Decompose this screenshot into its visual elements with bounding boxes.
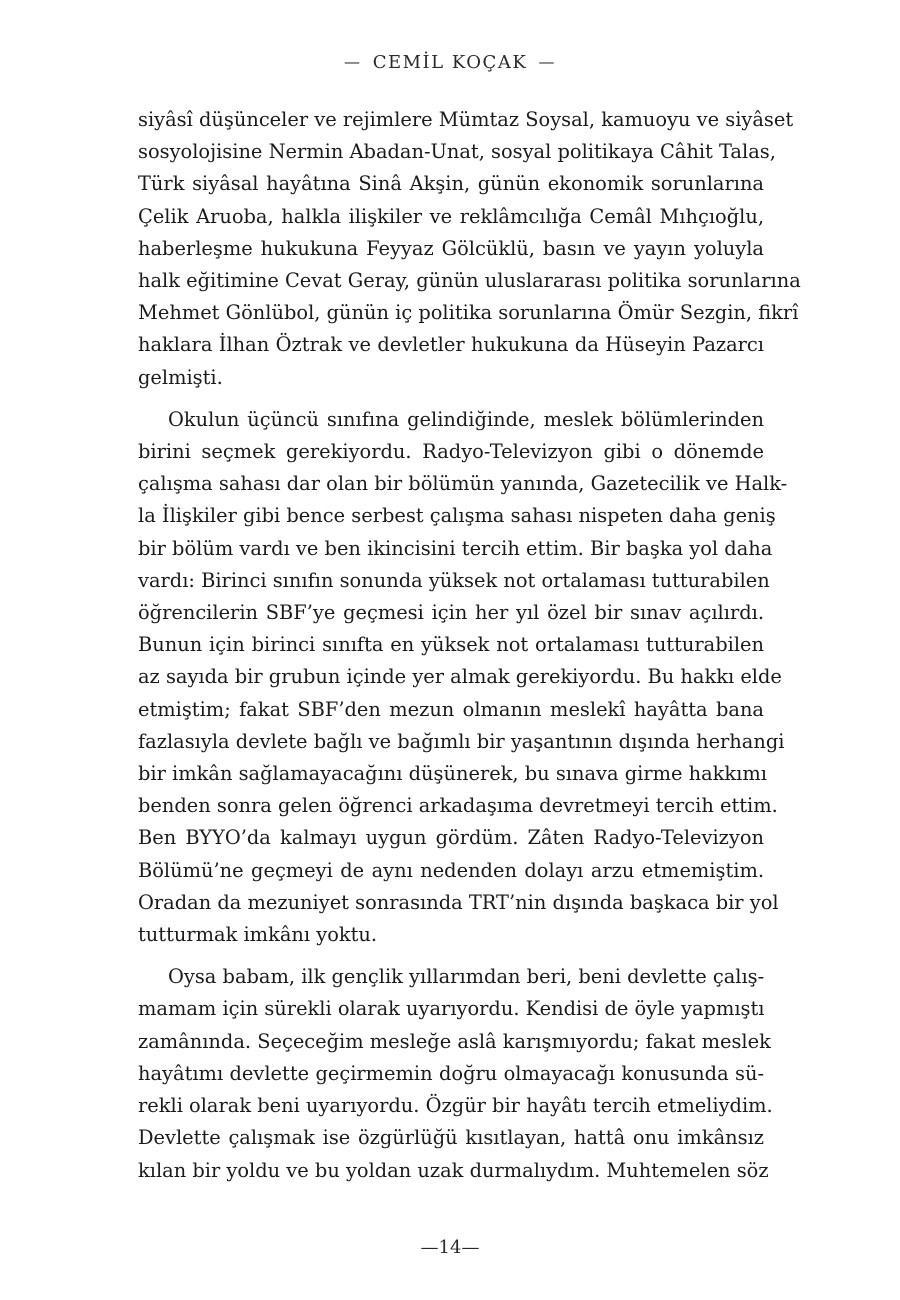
text-line: vardı: Birinci sınıfın sonunda yüksek not ortalaması tutturabilen (138, 568, 770, 592)
text-line: fazlasıyla devlete bağlı ve bağımlı bir yaşantının dışında herhangi (138, 729, 785, 753)
text-line: Okulun üçüncü sınıfına gelindiğinde, meslek bölümlerinden (168, 407, 764, 431)
text-line: haberleşme hukukuna Feyyaz Gölcüklü, basın ve yayın yoluyla (138, 236, 764, 260)
running-head-dash-right: — (538, 52, 557, 71)
text-line: halk eğitimine Cevat Geray, günün uluslararası politika sorunlarına (138, 269, 801, 293)
text-line: Ben BYYO’da kalmayı uygun gördüm. Zâten Radyo-Televizyon (138, 826, 764, 850)
text-line: Bölümü’ne geçmeyi de aynı nedenden dolayı arzu etmemiştim. (138, 858, 764, 882)
text-line: öğrencilerin SBF’ye geçmesi için her yıl özel bir sınav açılırdı. (138, 601, 764, 625)
text-line: rekli olarak beni uyarıyordu. Özgür bir hayâtı tercih etmeliydim. (138, 1094, 773, 1118)
text-line: tutturmak imkânı yoktu. (138, 923, 378, 947)
text-line: Oradan da mezuniyet sonrasında TRT’nin dışında başkaca bir yol (138, 890, 779, 914)
text-line: benden sonra gelen öğrenci arkadaşıma devretmeyi tercih ettim. (138, 794, 778, 818)
text-line: siyâsî düşünceler ve rejimlere Mümtaz Soysal, kamuoyu ve siyâset (138, 108, 794, 131)
text-line: çalışma sahası dar olan bir bölümün yanında, Gazetecilik ve Halk- (138, 472, 788, 496)
paragraph (138, 404, 788, 951)
text-line: mamam için sürekli olarak uyarıyordu. Kendisi de öyle yapmıştı (138, 997, 765, 1021)
text-line: hayâtımı devlette geçirmemin doğru olmayacağı konusunda sü- (138, 1061, 764, 1085)
text-line: etmiştim; fakat SBF’den mezun olmanın meslekî hayâtta bana (138, 697, 764, 721)
body-text (138, 104, 801, 1187)
text-line: Bunun için birinci sınıfta en yüksek not ortalaması tutturabilen (138, 633, 764, 657)
text-line: haklara İlhan Öztrak ve devletler hukukuna da Hüseyin Pazarcı (138, 333, 764, 357)
text-line: birini seçmek gerekiyordu. Radyo-Televizyon gibi o dönemde (138, 440, 764, 464)
text-line: Mehmet Gönlübol, günün iç politika sorunlarına Ömür Sezgin, fikrî (138, 301, 799, 325)
running-head (0, 52, 900, 73)
text-line: Devlette çalışmak ise özgürlüğü kısıtlayan, hattâ onu imkânsız (138, 1126, 764, 1150)
text-line: az sayıda bir grubun içinde yer almak gerekiyordu. Bu hakkı elde (138, 665, 782, 689)
text-line: la İlişkiler gibi bence serbest çalışma sahası nispeten daha geniş (138, 504, 776, 528)
text-line: sosyolojisine Nermin Abadan-Unat, sosyal politikaya Câhit Talas, (138, 140, 776, 164)
text-line: bir bölüm vardı ve ben ikincisini tercih ettim. Bir başka yol daha (138, 536, 773, 560)
text-line: Türk siyâsal hayâtına Sinâ Akşin, günün ekonomik sorunlarına (138, 172, 764, 196)
running-head-author: CEMİL KOÇAK (372, 52, 528, 73)
text-line: Oysa babam, ilk gençlik yıllarımdan beri, beni devlette çalış- (168, 965, 765, 989)
text-line: bir imkân sağlamayacağını düşünerek, bu sınava girme hakkımı (138, 762, 767, 786)
running-head-dash-left: — (343, 52, 362, 71)
page-number: —14— (420, 1237, 480, 1258)
text-line: zamânında. Seçeceğim mesleğe aslâ karışmıyordu; fakat meslek (138, 1029, 771, 1053)
text-line: Çelik Aruoba, halkla ilişkiler ve reklâmcılığa Cemâl Mıhçıoğlu, (138, 204, 764, 228)
paragraph (138, 961, 773, 1186)
paragraph (138, 104, 801, 394)
text-line: gelmişti. (138, 365, 223, 389)
text-line: kılan bir yoldu ve bu yoldan uzak durmalıydım. Muhtemelen söz (138, 1158, 769, 1182)
